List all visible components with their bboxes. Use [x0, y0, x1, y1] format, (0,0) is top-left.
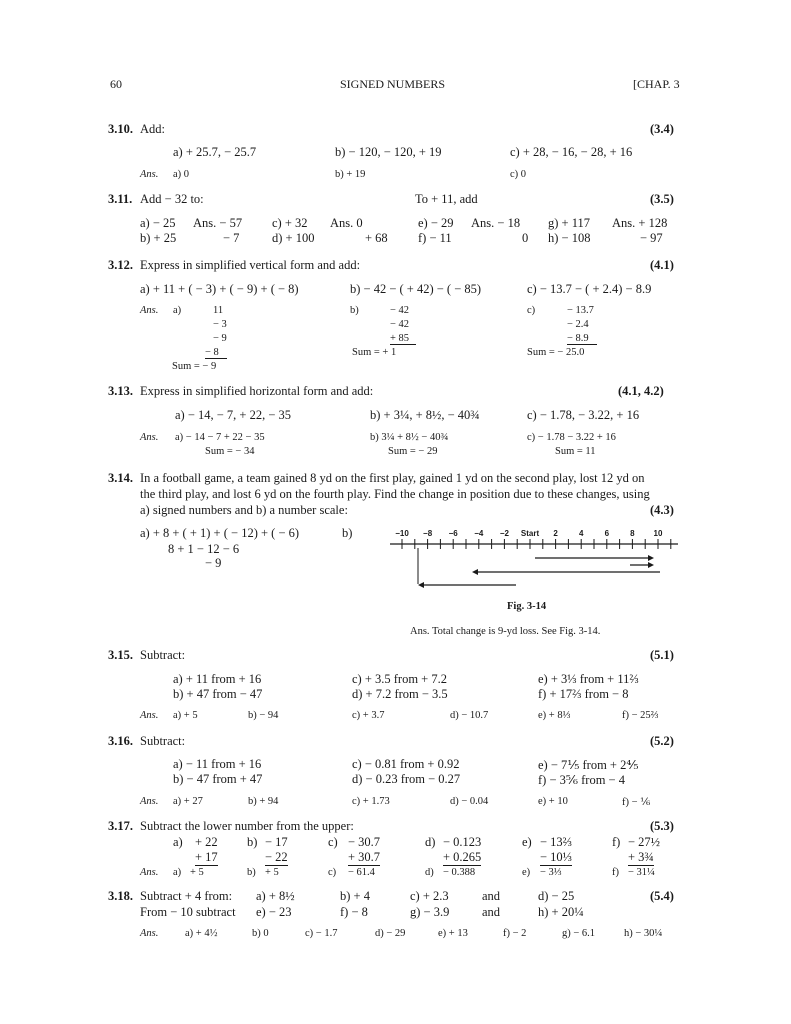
answer: b) − 94 — [248, 710, 279, 721]
answer-col-label: b) — [247, 867, 256, 878]
problem-number: 3.16. — [108, 734, 133, 748]
scale-label: −10 — [395, 529, 409, 538]
scale-label: −2 — [499, 529, 509, 538]
scale-label: −6 — [448, 529, 458, 538]
scale-label: −8 — [423, 529, 433, 538]
item: b) + 47 from − 47 — [173, 687, 263, 701]
upper-number: + 22 — [195, 835, 218, 849]
answer-sum: Sum = + 1 — [352, 347, 397, 358]
answer: − 0.388 — [443, 867, 476, 878]
answer-value: − 42 — [390, 319, 410, 330]
answer: − 3⅓ — [540, 867, 562, 878]
answer-label: Ans. — [140, 710, 159, 721]
item: h) + 20¼ — [538, 905, 584, 919]
row-item: e) − 29 — [418, 216, 454, 230]
answer-value: − 13.7 — [567, 305, 594, 316]
answer-value: − 3 — [213, 319, 227, 330]
col-label: c) — [328, 835, 338, 849]
answer-label: Ans. — [140, 796, 159, 807]
answer-label: Ans. — [140, 432, 159, 443]
answer-b-sum: Sum = − 29 — [388, 446, 438, 457]
answer-c-sum: Sum = 11 — [555, 446, 596, 457]
answer-value: − 8 — [205, 347, 227, 359]
row-item: a) − 25 — [140, 216, 176, 230]
row-item: g) + 117 — [548, 216, 590, 230]
lower-number: + 0.265 — [443, 850, 482, 864]
item: f) − 3⅚ from − 4 — [538, 773, 625, 787]
problem-title: Subtract the lower number from the upper: — [140, 819, 354, 833]
item: e) − 23 — [256, 905, 292, 919]
figure-answer: Ans. Total change is 9-yd loss. See Fig. 3-14. — [410, 626, 601, 637]
answer-label: Ans. — [140, 867, 159, 878]
row-item: Ans. 0 — [330, 216, 363, 230]
answer-b-label: b) — [350, 305, 359, 316]
problem-text: Subtract + 4 from: — [140, 889, 233, 903]
problem-title-2: To + 11, add — [415, 192, 478, 206]
row-item: − 7 — [223, 231, 240, 245]
item: d) − 25 — [538, 889, 575, 903]
item: e) + 3⅓ from + 11⅔ — [538, 672, 639, 686]
item: a) − 11 from + 16 — [173, 757, 262, 771]
answer-label: Ans. — [140, 305, 159, 316]
col-label: e) — [522, 835, 532, 849]
answer: f) − ⅙ — [622, 797, 651, 808]
answer: + 5 — [265, 867, 279, 878]
item-b: b) + 3¼, + 8½, − 40¾ — [370, 408, 480, 422]
item: a) + 11 from + 16 — [173, 672, 262, 686]
item: e) − 7⅕ from + 2⅘ — [538, 758, 639, 772]
answer-col-label: e) — [522, 867, 531, 878]
row-item: Ans. + 128 — [612, 216, 668, 230]
answer-a-label: a) — [173, 305, 182, 316]
item-c: c) − 13.7 − ( + 2.4) − 8.9 — [527, 282, 652, 296]
solution-b-label: b) — [342, 526, 353, 540]
scale-label: 4 — [578, 529, 584, 538]
answer: f) − 25⅔ — [622, 710, 659, 721]
item: f) − 8 — [340, 905, 368, 919]
row-item: + 68 — [365, 231, 388, 245]
item-a: a) + 11 + ( − 3) + ( − 9) + ( − 8) — [140, 282, 299, 296]
scale-label: 2 — [553, 529, 558, 538]
answer: e) + 10 — [538, 796, 568, 807]
section-ref: (5.1) — [650, 648, 674, 662]
problem-number: 3.11. — [108, 192, 133, 206]
answer-label: Ans. — [140, 928, 159, 939]
item-b: b) − 120, − 120, + 19 — [335, 145, 442, 159]
number-scale-figure — [390, 528, 690, 598]
answer: a) + 27 — [173, 796, 203, 807]
problem-title: Express in simplified horizontal form and add: — [140, 384, 374, 398]
answer: + 5 — [190, 867, 204, 878]
upper-number: − 27½ — [628, 835, 661, 849]
answer-value: + 85 — [390, 333, 416, 345]
problem-title: Subtract: — [140, 648, 186, 662]
upper-number: − 17 — [265, 835, 288, 849]
chapter-title: SIGNED NUMBERS — [340, 77, 446, 91]
lower-number: − 22 — [265, 850, 288, 864]
upper-number: − 0.123 — [443, 835, 482, 849]
answer-value: − 8.9 — [567, 333, 597, 345]
section-ref: (3.5) — [650, 192, 674, 206]
answer: e) + 8⅓ — [538, 710, 571, 721]
col-label: b) — [247, 835, 258, 849]
problem-title: Add: — [140, 122, 165, 136]
answer: f) − 2 — [503, 928, 527, 939]
problem-title: Add − 32 to: — [140, 192, 204, 206]
problem-number: 3.10. — [108, 122, 133, 136]
answer-b: b) 3¼ + 8½ − 40¾ — [370, 432, 449, 443]
answer-sum: Sum = − 25.0 — [527, 347, 585, 358]
answer: − 61.4 — [348, 867, 375, 878]
problem-number: 3.13. — [108, 384, 133, 398]
upper-number: − 13⅔ — [540, 835, 573, 849]
arrowhead — [648, 555, 654, 561]
problem-text: From − 10 subtract — [140, 905, 236, 919]
row-item: 0 — [522, 231, 529, 245]
arrowhead — [472, 569, 478, 575]
item: c) + 3.5 from + 7.2 — [352, 672, 447, 686]
answer-c-label: c) — [527, 305, 536, 316]
col-label: d) — [425, 835, 436, 849]
answer-value: − 42 — [390, 305, 410, 316]
item: f) + 17⅔ from − 8 — [538, 687, 629, 701]
solution-a-line1: a) + 8 + ( + 1) + ( − 12) + ( − 6) — [140, 526, 300, 540]
answer: d) − 29 — [375, 928, 406, 939]
answer-a: a) − 14 − 7 + 22 − 35 — [175, 432, 265, 443]
item: d) − 0.23 from − 0.27 — [352, 772, 461, 786]
answer: d) − 0.04 — [450, 796, 489, 807]
section-ref: (5.4) — [650, 889, 674, 903]
section-ref: (5.3) — [650, 819, 674, 833]
row-item: Ans. − 18 — [471, 216, 521, 230]
scale-label-start: Start — [520, 529, 540, 538]
item: and — [482, 905, 501, 919]
answer-sum: Sum = − 9 — [172, 361, 217, 372]
arrowhead — [418, 582, 424, 588]
item-b: b) − 42 − ( + 42) − ( − 85) — [350, 282, 482, 296]
problem-text: a) signed numbers and b) a number scale: — [140, 503, 348, 517]
row-item: d) + 100 — [272, 231, 315, 245]
problem-title: Subtract: — [140, 734, 186, 748]
problem-number: 3.17. — [108, 819, 133, 833]
item: c) + 2.3 — [410, 889, 449, 903]
answer-b: b) + 19 — [335, 169, 366, 180]
chapter-ref: [CHAP. 3 — [633, 77, 680, 91]
answer-c: c) 0 — [510, 169, 527, 180]
lower-number: + 30.7 — [348, 850, 381, 864]
item: a) + 8½ — [256, 889, 295, 903]
answer: d) − 10.7 — [450, 710, 489, 721]
answer: e) + 13 — [438, 928, 468, 939]
item: g) − 3.9 — [410, 905, 450, 919]
item: b) + 4 — [340, 889, 370, 903]
scale-label: 6 — [604, 529, 610, 538]
solution-a-line2: 8 + 1 − 12 − 6 — [168, 542, 240, 556]
lower-number: − 10⅓ — [540, 850, 573, 864]
figure-caption: Fig. 3-14 — [507, 601, 547, 612]
item: b) − 47 from + 47 — [173, 772, 263, 786]
problem-number: 3.18. — [108, 889, 133, 903]
answer: c) + 3.7 — [352, 710, 385, 721]
answer: a) + 5 — [173, 710, 198, 721]
lower-number: + 17 — [195, 850, 218, 864]
scale-label: 8 — [630, 529, 635, 538]
problem-text: In a football game, a team gained 8 yd on the first play, gained 1 yd on the second play, lost 12 yd on — [140, 471, 645, 485]
row-item: h) − 108 — [548, 231, 591, 245]
answer: h) − 30¼ — [624, 928, 663, 939]
row-item: c) + 32 — [272, 216, 308, 230]
problem-number: 3.14. — [108, 471, 133, 485]
section-ref: (5.2) — [650, 734, 674, 748]
row-item: Ans. − 57 — [193, 216, 243, 230]
section-ref: (4.1) — [650, 258, 674, 272]
answer-value: 11 — [213, 305, 224, 316]
section-ref: (4.1, 4.2) — [618, 384, 664, 398]
answer-col-label: f) — [612, 867, 619, 878]
item: and — [482, 889, 501, 903]
problem-title: Express in simplified vertical form and add: — [140, 258, 361, 272]
problem-number: 3.15. — [108, 648, 133, 662]
col-label: f) — [612, 835, 621, 849]
answer: c) − 1.7 — [305, 928, 338, 939]
answer: − 31¼ — [628, 867, 655, 878]
item-c: c) − 1.78, − 3.22, + 16 — [527, 408, 640, 422]
scale-label: −4 — [474, 529, 484, 538]
answer-col-label: a) — [173, 867, 182, 878]
arrowhead — [648, 562, 654, 568]
item-a: a) − 14, − 7, + 22, − 35 — [175, 408, 292, 422]
answer: a) + 4½ — [185, 928, 218, 939]
answer-label: Ans. — [140, 169, 159, 180]
col-label: a) — [173, 835, 183, 849]
problem-number: 3.12. — [108, 258, 133, 272]
answer: c) + 1.73 — [352, 796, 390, 807]
item: d) + 7.2 from − 3.5 — [352, 687, 448, 701]
answer: b) + 94 — [248, 796, 279, 807]
section-ref: (3.4) — [650, 122, 674, 136]
upper-number: − 30.7 — [348, 835, 381, 849]
page-number: 60 — [110, 77, 122, 91]
answer-col-label: c) — [328, 867, 337, 878]
row-item: − 97 — [640, 231, 663, 245]
answer-value: − 2.4 — [567, 319, 589, 330]
row-item: f) − 11 — [418, 231, 452, 245]
answer-c: c) − 1.78 − 3.22 + 16 — [527, 432, 616, 443]
solution-a-result: − 9 — [205, 556, 222, 570]
scale-label: 10 — [653, 529, 663, 538]
problem-text: the third play, and lost 6 yd on the fourth play. Find the change in position due to these changes, using — [140, 487, 650, 501]
answer-value: − 9 — [213, 333, 227, 344]
item-c: c) + 28, − 16, − 28, + 16 — [510, 145, 633, 159]
item-a: a) + 25.7, − 25.7 — [173, 145, 257, 159]
row-item: b) + 25 — [140, 231, 177, 245]
section-ref: (4.3) — [650, 503, 674, 517]
answer: g) − 6.1 — [562, 928, 596, 939]
answer: b) 0 — [252, 928, 269, 939]
answer-a-sum: Sum = − 34 — [205, 446, 255, 457]
lower-number: + 3¾ — [628, 850, 654, 864]
item: c) − 0.81 from + 0.92 — [352, 757, 460, 771]
answer-col-label: d) — [425, 867, 434, 878]
answer-a: a) 0 — [173, 169, 190, 180]
